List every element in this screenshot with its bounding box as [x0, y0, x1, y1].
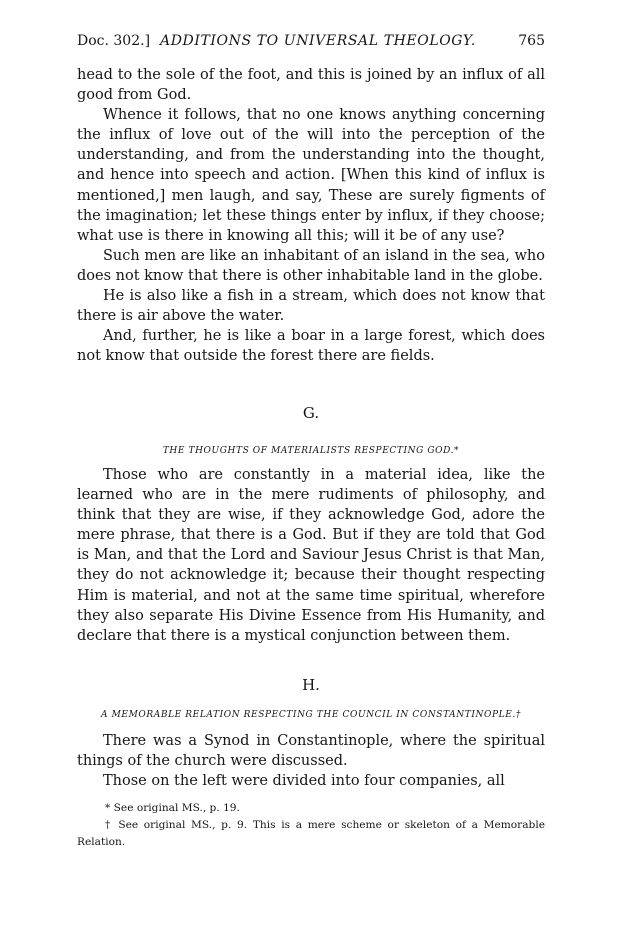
paragraph: There was a Synod in Constantinople, where the spiritual things of the church were discussed. [77, 733, 545, 770]
paragraph: And, further, he is like a boar in a large forest, which does not know that outside the forest there are fields. [77, 328, 545, 365]
section-g-text [77, 465, 545, 646]
paragraph: Those on the left were divided into four companies, all [103, 773, 505, 790]
footnote: * See original MS., p. 19. [105, 802, 240, 814]
footnote: † See original MS., p. 9. This is a mere scheme or skeleton of a Memorable Relation. [77, 819, 545, 848]
document-reference: Doc. 302.] [77, 33, 151, 49]
paragraph: Those who are constantly in a material idea, like the learned who are in the mere rudiments of philosophy, and think that they are wise, if they acknowledge God, adore the mere phrase, that there is a God. But if they are told that God is Man, and that the Lord and Saviour Jesus Christ is that Man, they do not acknowledge it; because their thought respecting Him is material, and not at the same time spiritual, wherefore they also separate His Divine Essence from His Humanity, and declare that there is a mystical conjunction between them. [77, 467, 545, 644]
paragraph: head to the sole of the foot, and this is joined by an influx of all good from God. [77, 67, 545, 104]
paragraph: Whence it follows, that no one knows anything concerning the influx of love out of the will into the perception of the understanding, and from the understanding into the thought, and hence into speech and action. [When this kind of influx is mentioned,] men laugh, and say, These are surely figments of the imagination; let these things enter by influx, if they choose; what use is there in knowing all this; will it be of any use? [77, 107, 545, 244]
section-letter-h: H. [302, 676, 320, 694]
opening-text [77, 65, 545, 366]
paragraph: Such men are like an inhabitant of an island in the sea, who does not know that there is other inhabitable land in the globe. [77, 247, 545, 284]
running-title: ADDITIONS TO UNIVERSAL THEOLOGY. [160, 33, 476, 49]
running-header [77, 33, 545, 53]
page-number: 765 [518, 33, 545, 49]
section-letter-g: G. [302, 404, 320, 422]
section-title-g: THE THOUGHTS OF MATERIALISTS RESPECTING GOD.* [162, 446, 460, 456]
section-title-h: A MEMORABLE RELATION RESPECTING THE COUNCIL IN CONSTANTINOPLE.† [101, 710, 521, 720]
section-h-text [77, 731, 545, 791]
paragraph: He is also like a fish in a stream, which does not know that there is air above the water. [77, 288, 545, 325]
footnotes [77, 800, 545, 851]
